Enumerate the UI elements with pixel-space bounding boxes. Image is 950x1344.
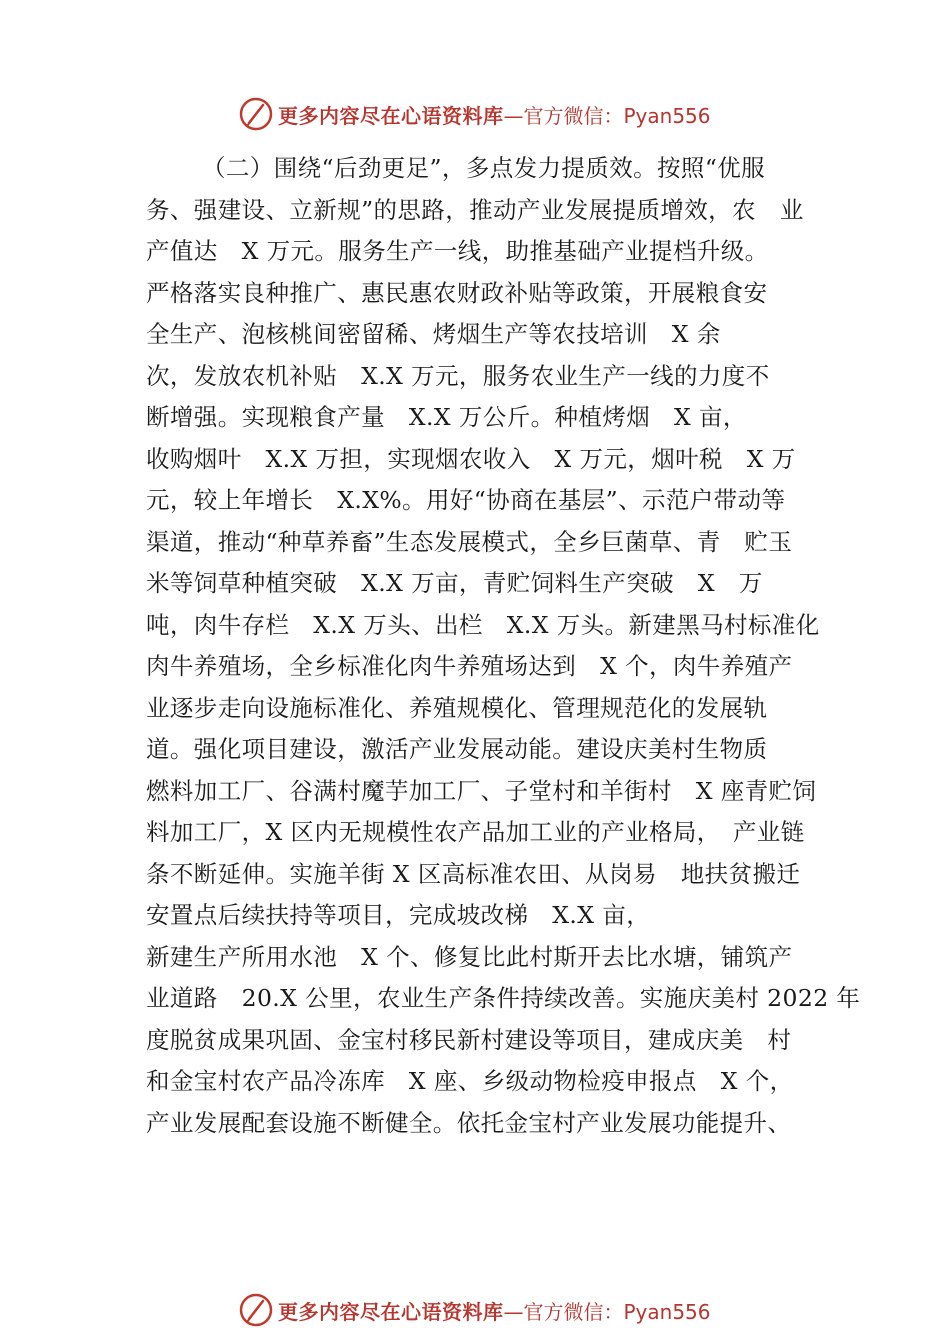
paragraph-line: 严格落实良种推广、惠民惠农财政补贴等政策，开展粮食安 xyxy=(146,278,768,307)
quill-logo-icon xyxy=(238,1292,274,1328)
paragraph-line: 务、强建设、立新规”的思路，推动产业发展提质增效，农 业 xyxy=(146,195,804,224)
paragraph-line: 安置点后续扶持等项目，完成坡改梯 X.X 亩， xyxy=(146,901,651,929)
paragraph-line: 业道路 20.X 公里，农业生产条件持续改善。实施庆美村 2022 年 xyxy=(146,984,861,1012)
paragraph-line: 次，发放农机补贴 X.X 万元，服务农业生产一线的力度不 xyxy=(146,361,770,390)
paragraph-line: 断增强。实现粮食产量 X.X 万公斤。种植烤烟 X 亩， xyxy=(146,403,747,431)
paragraph-line: 全生产、泡核桃间密留稀、烤烟生产等农技培训 X 余 xyxy=(146,320,721,348)
paragraph-line: 燃料加工厂、谷满村魔芋加工厂、子堂村和羊街村 X 座青贮饲 xyxy=(146,776,817,805)
paragraph-line: 新建生产所用水池 X 个、修复比此村斯开去比水塘，铺筑产 xyxy=(146,942,793,971)
paragraph-line: （二）围绕“后劲更足”，多点发力提质效。按照“优服 xyxy=(202,154,766,182)
paragraph-line: 产值达 X 万元。服务生产一线，助推基础产业提档升级。 xyxy=(146,237,769,265)
paragraph-line: 米等饲草种植突破 X.X 万亩，青贮饲料生产突破 X 万 xyxy=(146,569,763,597)
banner-wechat-text: —官方微信：Pyan556 xyxy=(503,103,711,128)
paragraph-line: 条不断延伸。实施羊街 X 区高标准农田、从岗易 地扶贫搬迁 xyxy=(146,859,801,888)
header-banner xyxy=(238,94,711,134)
paragraph-line: 产业发展配套设施不断健全。依托金宝村产业发展功能提升、 xyxy=(146,1108,792,1137)
paragraph-line: 料加工厂，X 区内无规模性农产品加工业的产业格局， 产业链 xyxy=(146,818,805,846)
paragraph-line: 渠道，推动“种草养畜”生态发展模式，全乡巨菌草、青 贮玉 xyxy=(146,527,793,556)
paragraph-line: 收购烟叶 X.X 万担，实现烟农收入 X 万元，烟叶税 X 万 xyxy=(146,444,796,473)
footer-banner xyxy=(238,1290,711,1330)
document-body xyxy=(146,148,861,1144)
paragraph-line: 和金宝村农产品冷冻库 X 座、乡级动物检疫申报点 X 个， xyxy=(146,1067,794,1095)
paragraph-line: 元，较上年增长 X.X%。用好“协商在基层”、示范户带动等 xyxy=(146,486,786,514)
banner-wechat-text: —官方微信：Pyan556 xyxy=(503,1299,711,1324)
banner-brand-text: 更多内容尽在心语资料库 xyxy=(278,103,504,128)
paragraph-line: 吨，肉牛存栏 X.X 万头、出栏 X.X 万头。新建黑马村标准化 xyxy=(146,610,820,639)
paragraph-line: 道。强化项目建设，激活产业发展动能。建设庆美村生物质 xyxy=(146,735,768,763)
banner-brand-text: 更多内容尽在心语资料库 xyxy=(278,1299,504,1324)
paragraph-line: 肉牛养殖场，全乡标准化肉牛养殖场达到 X 个，肉牛养殖产 xyxy=(146,652,793,680)
paragraph-line: 度脱贫成果巩固、金宝村移民新村建设等项目，建成庆美 村 xyxy=(146,1025,792,1054)
paragraph-line: 业逐步走向设施标准化、养殖规模化、管理规范化的发展轨 xyxy=(146,693,768,722)
quill-logo-icon xyxy=(238,96,274,132)
